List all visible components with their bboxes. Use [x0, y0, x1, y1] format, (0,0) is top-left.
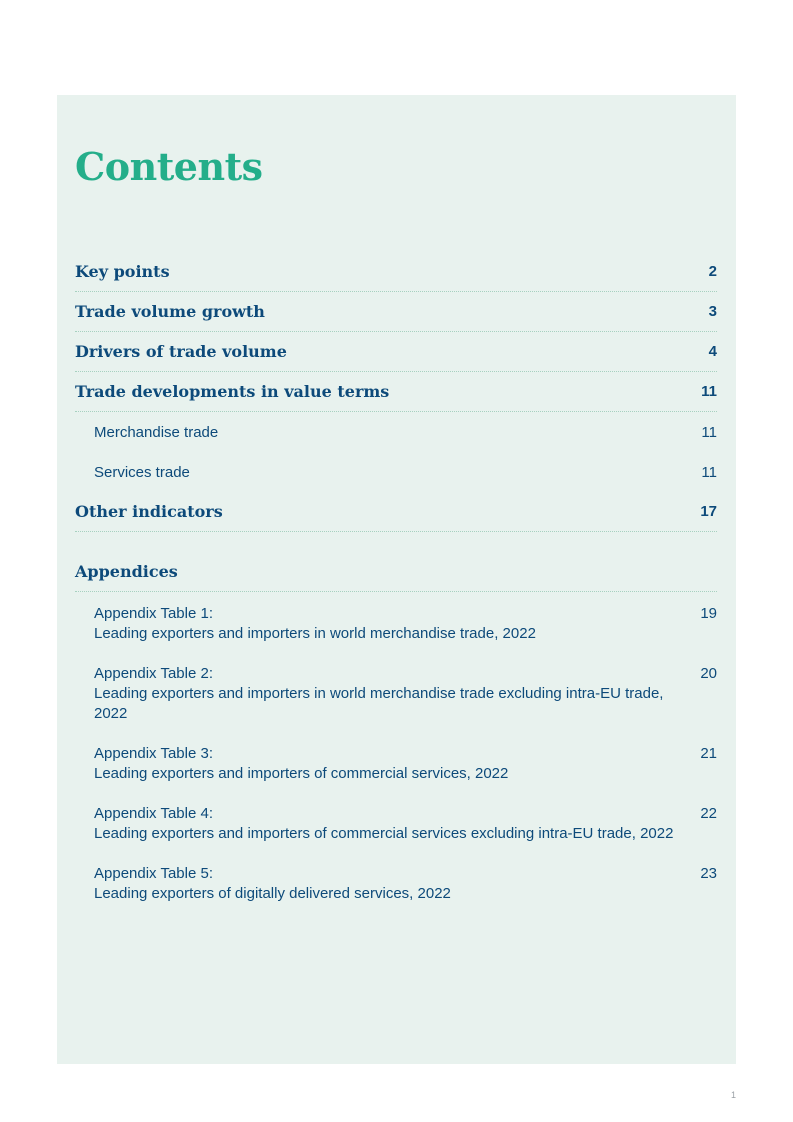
page-number: 1 [731, 1090, 737, 1100]
toc-entry-label: Trade volume growth [75, 302, 265, 321]
toc-entry-label: Drivers of trade volume [75, 342, 287, 361]
toc-appendix-table-4[interactable] [75, 792, 717, 852]
appendix-title: Appendix Table 1: [94, 605, 213, 622]
toc-entry-other-indicators[interactable] [75, 492, 717, 532]
appendices-heading-label: Appendices [75, 562, 178, 581]
toc-entry-label: Trade developments in value terms [75, 382, 390, 401]
appendices-heading [75, 532, 717, 592]
table-of-contents [75, 252, 717, 912]
appendix-page: 22 [700, 805, 717, 822]
toc-entry-page: 11 [701, 383, 717, 400]
appendix-description: Leading exporters and importers of commercial services excluding intra-EU trade, 2022 [94, 825, 674, 842]
toc-entry-page: 2 [708, 263, 717, 280]
appendix-title: Appendix Table 4: [94, 805, 213, 822]
toc-entry-label: Merchandise trade [94, 424, 219, 441]
appendix-description: Leading exporters and importers in world merchandise trade excluding intra-EU trade, 2022 [94, 685, 664, 722]
toc-entry-page: 3 [708, 303, 717, 320]
toc-appendix-table-5[interactable] [75, 852, 717, 912]
toc-subentry-services-trade[interactable] [75, 452, 717, 492]
appendix-page: 20 [700, 665, 717, 682]
appendix-label [94, 744, 684, 784]
appendix-page: 19 [700, 605, 717, 622]
appendix-label [94, 864, 684, 904]
toc-appendix-table-2[interactable] [75, 652, 717, 732]
appendix-description: Leading exporters and importers in world merchandise trade, 2022 [94, 625, 536, 642]
toc-entry-label: Key points [75, 262, 170, 281]
appendix-description: Leading exporters and importers of commercial services, 2022 [94, 765, 509, 782]
appendix-label [94, 604, 684, 644]
appendix-page: 23 [700, 865, 717, 882]
toc-subentry-merchandise-trade[interactable] [75, 412, 717, 452]
appendix-title: Appendix Table 5: [94, 865, 213, 882]
page-title: Contents [75, 144, 263, 189]
appendix-page: 21 [700, 745, 717, 762]
toc-entry-key-points[interactable] [75, 252, 717, 292]
toc-entry-page: 4 [708, 343, 717, 360]
appendix-title: Appendix Table 3: [94, 745, 213, 762]
toc-appendix-table-3[interactable] [75, 732, 717, 792]
toc-entry-page: 11 [701, 464, 717, 481]
toc-entry-trade-developments[interactable] [75, 372, 717, 412]
toc-entry-drivers-of-trade-volume[interactable] [75, 332, 717, 372]
appendix-label [94, 664, 684, 724]
toc-entry-label: Services trade [94, 464, 190, 481]
toc-appendix-table-1[interactable] [75, 592, 717, 652]
appendix-description: Leading exporters of digitally delivered services, 2022 [94, 885, 451, 902]
appendix-label [94, 804, 684, 844]
appendix-title: Appendix Table 2: [94, 665, 213, 682]
toc-entry-page: 17 [700, 503, 717, 520]
toc-entry-page: 11 [701, 424, 717, 441]
toc-entry-trade-volume-growth[interactable] [75, 292, 717, 332]
toc-entry-label: Other indicators [75, 502, 223, 521]
